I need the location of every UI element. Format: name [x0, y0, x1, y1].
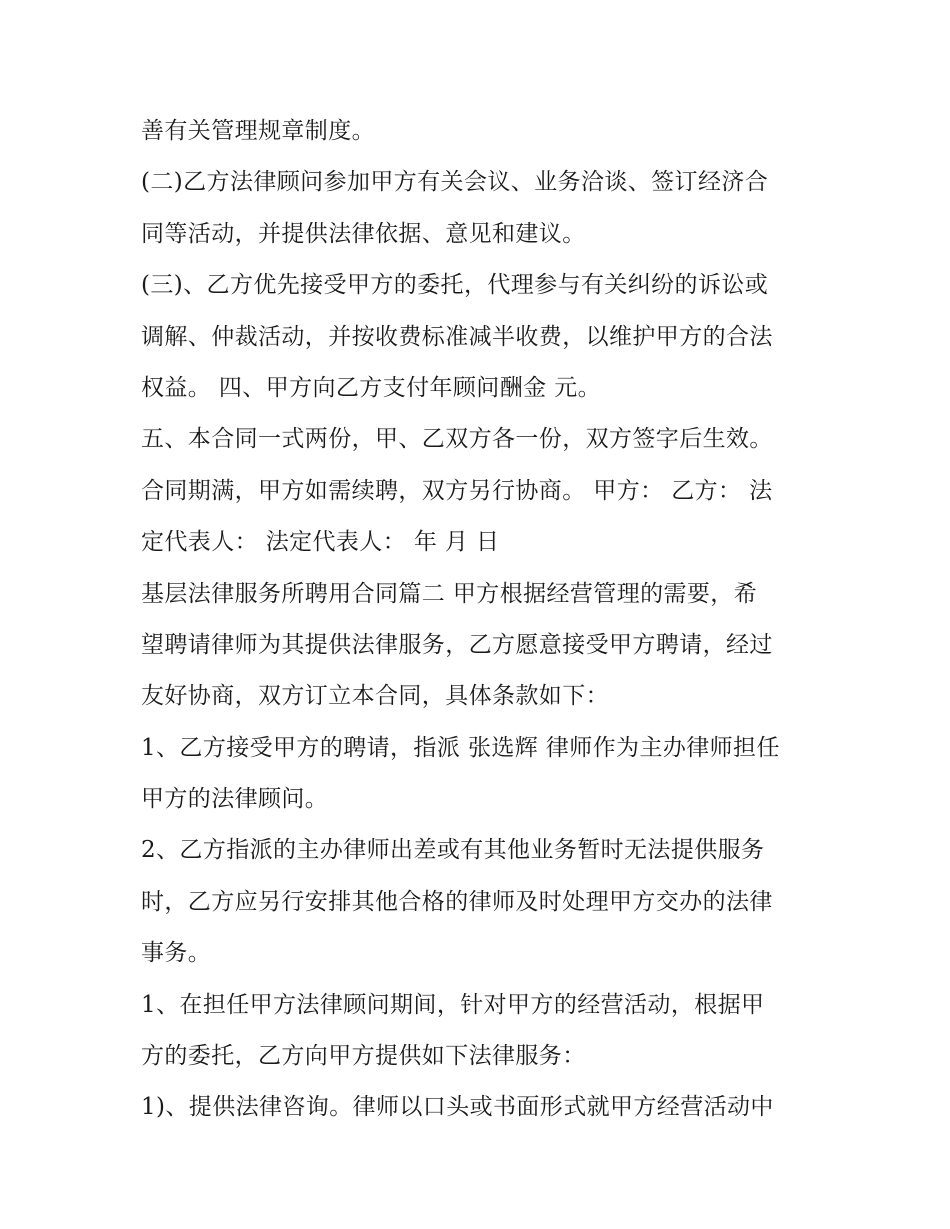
text-line: 合同期满，甲方如需续聘，双方另行协商。 甲方： 乙方： 法	[141, 477, 773, 504]
text-line: 1、在担任甲方法律顾问期间，针对甲方的经营活动，根据甲	[141, 991, 765, 1018]
text-line: 方的委托，乙方向甲方提供如下法律服务：	[141, 1043, 586, 1070]
text-line: 五、本合同一式两份，甲、乙双方各一份，双方签字后生效。	[141, 426, 773, 453]
text-line: 权益。 四、甲方向乙方支付年顾问酬金 元。	[141, 374, 602, 401]
text-line: 甲方的法律顾问。	[141, 786, 329, 813]
text-line: 1)、提供法律咨询。律师以口头或书面形式就甲方经营活动中	[141, 1094, 774, 1121]
text-line: 调解、仲裁活动，并按收费标准减半收费，以维护甲方的合法	[141, 323, 773, 350]
text-line: (二)乙方法律顾问参加甲方有关会议、业务洽谈、签订经济合	[141, 169, 769, 196]
text-line: 同等活动，并提供法律依据、意见和建议。	[141, 220, 586, 247]
text-line: (三)、乙方优先接受甲方的委托，代理参与有关纠纷的诉讼或	[141, 272, 769, 299]
body-text	[141, 106, 821, 1134]
text-line: 友好协商，双方订立本合同，具体条款如下：	[141, 683, 609, 710]
text-line: 2、乙方指派的主办律师出差或有其他业务暂时无法提供服务	[141, 837, 765, 864]
text-line: 望聘请律师为其提供法律服务，乙方愿意接受甲方聘请，经过	[141, 631, 773, 658]
text-line: 善有关管理规章制度。	[141, 118, 375, 144]
text-line: 基层法律服务所聘用合同篇二 甲方根据经营管理的需要，希	[141, 580, 758, 607]
text-line: 事务。	[141, 940, 212, 967]
text-line: 1、乙方接受甲方的聘请，指派 张选辉 律师作为主办律师担任	[141, 734, 780, 761]
text-line: 时，乙方应另行安排其他合格的律师及时处理甲方交办的法律	[141, 888, 773, 915]
text-line: 定代表人： 法定代表人： 年 月 日	[141, 529, 500, 556]
